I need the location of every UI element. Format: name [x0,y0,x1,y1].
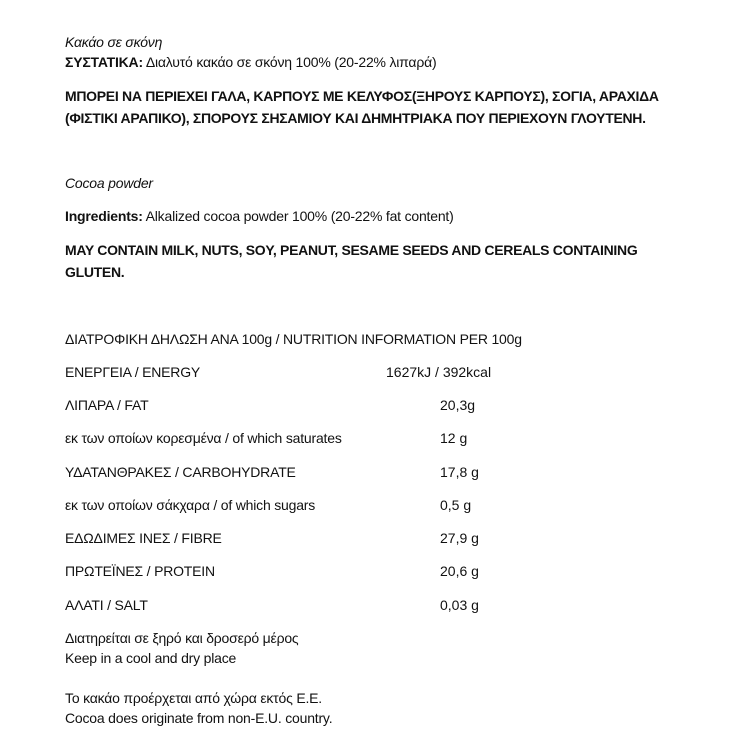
storage-english: Keep in a cool and dry place [65,650,237,666]
origin-greek: Το κακάο προέρχεται από χώρα εκτός Ε.Ε. [65,690,322,706]
nutrition-label: ΕΔΩΔΙΜΕΣ ΙΝΕΣ / FIBRE [65,530,222,546]
origin-english: Cocoa does originate from non-E.U. country. [65,710,333,726]
english-ingredients-label: Ingredients: [65,208,143,224]
english-allergen-line-2: GLUTEN. [65,264,125,280]
english-ingredients [65,207,454,225]
nutrition-label: εκ των οποίων κορεσμένα / of which saturates [65,430,342,446]
nutrition-value: 0,03 g [440,597,479,613]
nutrition-label: ΑΛΑΤΙ / SALT [65,597,148,613]
nutrition-value: 12 g [440,430,468,446]
nutrition-value: 27,9 g [440,530,479,546]
nutrition-row-saturates [65,429,705,447]
nutrition-row-carbohydrate [65,463,705,481]
nutrition-value: 17,8 g [440,464,479,480]
greek-ingredients-text: Διαλυτό κακάο σε σκόνη 100% (20-22% λιπαρά) [142,54,437,70]
nutrition-label: ΛΙΠΑΡΑ / FAT [65,397,149,413]
nutrition-row-salt [65,596,705,614]
english-ingredients-text: Alkalized cocoa powder 100% (20-22% fat content) [142,208,454,224]
greek-allergen-warning [65,85,705,129]
nutrition-row-fat [65,396,705,414]
greek-ingredients-label: ΣΥΣΤΑΤΙΚΑ: [65,54,143,70]
greek-allergen-line-2: (ΦΙΣΤΙΚΙ ΑΡΑΠΙΚΟ), ΣΠΟΡΟΥΣ ΣΗΣΑΜΙΟΥ ΚΑΙ ΔΗΜΗΤΡΙΑΚΑ ΠΟΥ ΠΕΡΙΕΧΟΥΝ ΓΛΟΥΤΕΝΗ. [65,110,646,126]
nutrition-heading: ΔΙΑΤΡΟΦΙΚΗ ΔΗΛΩΣΗ ΑΝΑ 100g / NUTRITION INFORMATION PER 100g [65,331,522,347]
english-allergen-line-1: MAY CONTAIN MILK, NUTS, SOY, PEANUT, SESAME SEEDS AND CEREALS CONTAINING [65,242,638,258]
nutrition-value: 0,5 g [440,497,472,513]
nutrition-value: 1627kJ / 392kcal [386,364,492,380]
nutrition-row-sugars [65,496,705,514]
greek-ingredients [65,53,436,71]
nutrition-label: ΠΡΩΤΕΪΝΕΣ / PROTEIN [65,563,215,579]
english-product-title: Cocoa powder [65,175,153,191]
english-allergen-warning [65,239,705,283]
nutrition-value: 20,3g [440,397,476,413]
nutrition-label: εκ των οποίων σάκχαρα / of which sugars [65,497,316,513]
nutrition-row-fibre [65,529,705,547]
nutrition-row-protein [65,562,705,580]
nutrition-label: ΥΔΑΤΑΝΘΡΑΚΕΣ / CARBOHYDRATE [65,464,296,480]
greek-allergen-line-1: ΜΠΟΡΕΙ ΝΑ ΠΕΡΙΕΧΕΙ ΓΑΛΑ, ΚΑΡΠΟΥΣ ΜΕ ΚΕΛΥΦΟΣ(ΞΗΡΟΥΣ ΚΑΡΠΟΥΣ), ΣΟΓΙΑ, ΑΡΑΧΙΔΑ [65,88,659,104]
nutrition-row-energy [65,363,705,381]
storage-greek: Διατηρείται σε ξηρό και δροσερό μέρος [65,630,299,646]
greek-product-title: Κακάο σε σκόνη [65,34,163,50]
nutrition-value: 20,6 g [440,563,479,579]
nutrition-label: ΕΝΕΡΓΕΙΑ / ENERGY [65,364,201,380]
